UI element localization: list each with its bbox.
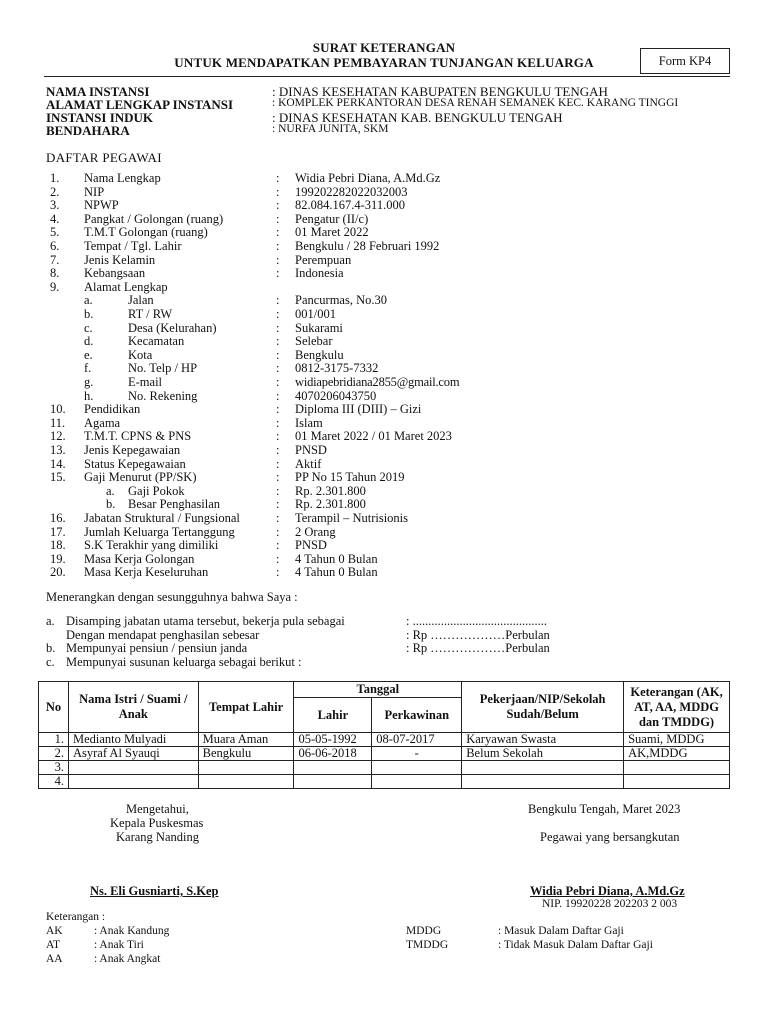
family-cell-note: [624, 775, 730, 789]
employee-row-number: 2.: [50, 184, 60, 199]
employee-row: [0, 416, 768, 430]
employee-row-value: 01 Maret 2022: [295, 225, 369, 240]
employee-row-value: widiapebridiana2855@gmail.com: [295, 375, 460, 389]
legend-desc: : Masuk Dalam Daftar Gaji: [498, 925, 624, 937]
sign-left-name: Ns. Eli Gusniarti, S.Kep: [90, 884, 219, 898]
employee-row-label: Jalan: [128, 293, 154, 308]
col-no: No: [39, 682, 69, 733]
employee-row-label: T.M.T. CPNS & PNS: [84, 429, 192, 444]
employee-row-value: Pancurmas, No.30: [295, 293, 387, 308]
employee-row-value: 4070206043750: [295, 388, 377, 403]
declaration-key: c.: [46, 655, 55, 669]
employee-row-sub-letter: b.: [84, 307, 94, 321]
employee-row-separator: :: [276, 388, 280, 403]
family-cell-birth: [294, 775, 372, 789]
employee-row-label: Jenis Kepegawaian: [84, 443, 181, 457]
employee-row-value: 4 Tahun 0 Bulan: [295, 565, 378, 580]
employee-row-separator: :: [276, 347, 280, 362]
employee-row-separator: :: [276, 415, 280, 430]
top-rule: [44, 76, 730, 77]
employee-row-label: Masa Kerja Golongan: [84, 551, 195, 566]
employee-row-number: 5.: [50, 225, 60, 240]
employee-row-separator: :: [276, 524, 280, 539]
employee-row: [0, 253, 768, 267]
family-cell-name: Medianto Mulyadi: [68, 733, 198, 747]
family-cell-birthplace: Bengkulu: [198, 747, 294, 761]
institution-value: : DINAS KESEHATAN KABUPATEN BENGKULU TENGAH: [272, 84, 608, 99]
employee-row: [0, 348, 768, 362]
col-marriage-date: Perkawinan: [372, 698, 462, 733]
employee-row-sub-letter: e.: [84, 347, 93, 362]
employee-row-number: 19.: [50, 551, 66, 566]
declaration-text: Mempunyai susunan keluarga sebagai berikut :: [66, 655, 302, 669]
family-cell-birth: 05-05-1992: [294, 733, 372, 747]
institution-value: : NURFA JUNITA, SKM: [272, 123, 389, 135]
employee-row-label: No. Rekening: [128, 388, 198, 403]
legend-code: AT: [46, 939, 61, 951]
employee-row-number: 10.: [50, 402, 66, 417]
declaration-row: [0, 655, 768, 669]
employee-row-number: 16.: [50, 511, 66, 525]
col-birth-date: Lahir: [294, 698, 372, 733]
employee-row-value: Bengkulu: [295, 347, 344, 362]
employee-row-separator: :: [276, 320, 280, 335]
sign-right-nip: NIP. 19920228 202203 2 003: [542, 898, 678, 910]
employee-row: [0, 307, 768, 321]
employee-row-number: 1.: [50, 171, 60, 185]
sign-right-line1: Bengkulu Tengah, Maret 2023: [528, 802, 681, 816]
employee-row-label: Gaji Menurut (PP/SK): [84, 470, 197, 485]
employee-row-label: Desa (Kelurahan): [128, 320, 217, 335]
declaration-value: : Rp ………………Perbulan: [406, 641, 550, 655]
col-note: Keterangan (AK, AT, AA, MDDG dan TMDDG): [624, 682, 730, 733]
employee-row-label: T.M.T Golongan (ruang): [84, 225, 208, 240]
family-cell-marriage: 08-07-2017: [372, 733, 462, 747]
employee-row-number: 18.: [50, 538, 66, 553]
employee-row-value: 0812-3175-7332: [295, 361, 379, 376]
family-cell-note: AK,MDDG: [624, 747, 730, 761]
employee-row-label: Pangkat / Golongan (ruang): [84, 211, 224, 226]
sign-left-line3: Karang Nanding: [116, 830, 199, 844]
employee-row-sub-letter: b.: [106, 497, 116, 512]
employee-row-value: PNSD: [295, 538, 327, 553]
employee-row-sub-letter: f.: [84, 361, 92, 376]
employee-row: [0, 525, 768, 539]
institution-label: BENDAHARA: [46, 123, 130, 138]
institution-label: NAMA INSTANSI: [46, 84, 150, 99]
employee-row: [0, 552, 768, 566]
employee-row-label: E-mail: [128, 375, 163, 389]
family-cell-job: [462, 775, 624, 789]
legend-desc: : Anak Angkat: [94, 953, 161, 965]
family-cell-no: 3.: [39, 761, 69, 775]
family-cell-marriage: [372, 761, 462, 775]
employee-row-number: 20.: [50, 565, 66, 580]
family-cell-name: [68, 775, 198, 789]
col-birthplace: Tempat Lahir: [198, 682, 294, 733]
employee-row-label: Pendidikan: [84, 402, 141, 417]
employee-row-value: Selebar: [295, 334, 333, 349]
employee-row-label: Alamat Lengkap: [84, 279, 168, 294]
employee-row: [0, 375, 768, 389]
employee-row-separator: :: [276, 551, 280, 566]
employee-row-separator: :: [276, 184, 280, 199]
employee-row-separator: :: [276, 483, 280, 498]
employee-row-separator: :: [276, 211, 280, 226]
sign-left-line1: Mengetahui,: [126, 802, 189, 816]
employee-row-value: 2 Orang: [295, 524, 336, 539]
employee-row-separator: :: [276, 511, 280, 525]
legend-code: AK: [46, 925, 63, 937]
family-cell-birth: [294, 761, 372, 775]
employee-row-label: Jenis Kelamin: [84, 252, 156, 267]
employee-row-separator: :: [276, 470, 280, 485]
family-cell-job: Karyawan Swasta: [462, 733, 624, 747]
family-cell-birth: 06-06-2018: [294, 747, 372, 761]
employee-row: [0, 429, 768, 443]
employee-row-separator: :: [276, 497, 280, 512]
employee-row: [0, 334, 768, 348]
employee-row-number: 15.: [50, 470, 66, 485]
employee-row-label: Kebangsaan: [84, 266, 146, 281]
employee-row-label: S.K Terakhir yang dimiliki: [84, 538, 219, 553]
employee-row-value: 199202282022032003: [295, 184, 408, 199]
family-cell-marriage: [372, 775, 462, 789]
employee-row: [0, 511, 768, 525]
declaration-value: : ...........................................: [406, 614, 547, 628]
family-cell-name: Asyraf Al Syauqi: [68, 747, 198, 761]
employee-row-separator: :: [276, 334, 280, 349]
employee-row-separator: :: [276, 239, 280, 253]
declaration-row: [0, 614, 768, 628]
employee-row: [0, 402, 768, 416]
employee-row: [0, 321, 768, 335]
employee-row-number: 13.: [50, 443, 66, 457]
declaration-key: b.: [46, 641, 56, 655]
declaration-row: [0, 628, 768, 642]
employee-row: [0, 212, 768, 226]
family-cell-no: 1.: [39, 733, 69, 747]
doc-title: SURAT KETERANGAN: [312, 40, 456, 55]
family-cell-job: Belum Sekolah: [462, 747, 624, 761]
employee-row-separator: :: [276, 307, 280, 321]
employee-row-separator: :: [276, 565, 280, 580]
employee-row-value: 001/001: [295, 307, 336, 321]
section-title: DAFTAR PEGAWAI: [46, 150, 162, 165]
institution-label: INSTANSI INDUK: [46, 110, 154, 125]
employee-row-sub-letter: a.: [84, 293, 93, 308]
employee-row-number: 17.: [50, 524, 66, 539]
employee-row-sub-letter: g.: [84, 375, 94, 389]
institution-label: ALAMAT LENGKAP INSTANSI: [46, 97, 234, 112]
legend-desc: : Tidak Masuk Dalam Daftar Gaji: [498, 939, 653, 951]
family-row: [39, 747, 730, 761]
employee-row-separator: :: [276, 456, 280, 471]
declaration-text: Mempunyai pensiun / pensiun janda: [66, 641, 248, 655]
family-cell-birthplace: [198, 761, 294, 775]
employee-row-value: 82.084.167.4-311.000: [295, 198, 405, 213]
employee-row-value: Pengatur (II/c): [295, 211, 369, 226]
employee-row: [0, 185, 768, 199]
employee-row-label: Agama: [84, 415, 121, 430]
employee-row-separator: :: [276, 429, 280, 444]
doc-subtitle: UNTUK MENDAPATKAN PEMBAYARAN TUNJANGAN KELUARGA: [174, 55, 594, 70]
employee-row-separator: :: [276, 293, 280, 308]
employee-row-number: 7.: [50, 252, 60, 267]
col-job: Pekerjaan/NIP/Sekolah Sudah/Belum: [462, 682, 624, 733]
declaration-text: Dengan mendapat penghasilan sebesar: [66, 628, 260, 642]
declaration-text: Disamping jabatan utama tersebut, bekerja pula sebagai: [66, 614, 345, 628]
employee-row-number: 14.: [50, 456, 66, 471]
col-date-group: Tanggal: [294, 682, 462, 698]
employee-row-number: 6.: [50, 239, 60, 253]
employee-row-number: 9.: [50, 279, 60, 294]
employee-row: [0, 225, 768, 239]
form-code-box: Form KP4: [640, 48, 730, 74]
employee-row-separator: :: [276, 538, 280, 553]
employee-row: [0, 280, 768, 294]
employee-row: [0, 198, 768, 212]
employee-row-sub-letter: h.: [84, 388, 94, 403]
employee-row-separator: :: [276, 266, 280, 281]
declaration-value: : Rp ………………Perbulan: [406, 628, 550, 642]
family-table: [38, 681, 730, 789]
employee-row-number: 11.: [50, 415, 66, 430]
statement-text: Menerangkan dengan sesungguhnya bahwa Saya :: [46, 590, 298, 604]
employee-row: [0, 470, 768, 484]
employee-row-value: Rp. 2.301.800: [295, 483, 366, 498]
employee-row-number: 12.: [50, 429, 66, 444]
employee-row-label: Nama Lengkap: [84, 171, 161, 185]
employee-row-value: Rp. 2.301.800: [295, 497, 366, 512]
legend-code: MDDG: [406, 925, 442, 937]
family-cell-name: [68, 761, 198, 775]
family-row: [39, 761, 730, 775]
employee-row-separator: :: [276, 252, 280, 267]
declaration-key: a.: [46, 614, 55, 628]
employee-row-label: Jabatan Struktural / Fungsional: [84, 511, 240, 525]
employee-row-value: Indonesia: [295, 266, 344, 281]
family-row: [39, 733, 730, 747]
employee-row-value: Aktif: [295, 456, 322, 471]
employee-row-label: Status Kepegawaian: [84, 456, 186, 471]
employee-row: [0, 497, 768, 511]
declaration-row: [0, 641, 768, 655]
employee-row-separator: :: [276, 171, 280, 185]
employee-row-separator: :: [276, 375, 280, 389]
employee-row: [0, 389, 768, 403]
legend-code: AA: [46, 953, 63, 965]
family-cell-no: 4.: [39, 775, 69, 789]
legend-desc: : Anak Kandung: [94, 925, 170, 937]
employee-row-separator: :: [276, 443, 280, 457]
sign-left-line2: Kepala Puskesmas: [110, 816, 204, 830]
employee-row-value: PNSD: [295, 443, 327, 457]
legend-code: TMDDG: [406, 939, 449, 951]
employee-row-label: Jumlah Keluarga Tertanggung: [84, 524, 235, 539]
family-cell-birthplace: Muara Aman: [198, 733, 294, 747]
employee-row: [0, 565, 768, 579]
family-cell-job: [462, 761, 624, 775]
employee-row-label: NIP: [84, 184, 105, 199]
family-cell-note: [624, 761, 730, 775]
employee-row-number: 8.: [50, 266, 60, 281]
institution-value: : KOMPLEK PERKANTORAN DESA RENAH SEMANEK KEC. KARANG TINGGI: [272, 97, 679, 109]
employee-row: [0, 171, 768, 185]
employee-row-label: NPWP: [84, 198, 119, 213]
employee-row-label: Kota: [128, 347, 153, 362]
institution-value: : DINAS KESEHATAN KAB. BENGKULU TENGAH: [272, 110, 563, 125]
employee-row: [0, 266, 768, 280]
employee-row-value: PP No 15 Tahun 2019: [295, 470, 405, 485]
employee-row-separator: :: [276, 402, 280, 417]
employee-row-label: Besar Penghasilan: [128, 497, 220, 512]
family-cell-note: Suami, MDDG: [624, 733, 730, 747]
employee-row-value: Diploma III (DIII) – Gizi: [295, 402, 422, 417]
employee-row-value: Bengkulu / 28 Februari 1992: [295, 239, 440, 253]
employee-row-label: Tempat / Tgl. Lahir: [84, 239, 182, 253]
employee-row-sub-letter: d.: [84, 334, 94, 349]
employee-row-label: Kecamatan: [128, 334, 185, 349]
employee-row-number: 3.: [50, 198, 60, 213]
family-cell-marriage: -: [372, 747, 462, 761]
employee-row-value: Terampil – Nutrisionis: [295, 511, 409, 525]
employee-row: [0, 361, 768, 375]
employee-row-number: 4.: [50, 211, 60, 226]
employee-row-sub-letter: c.: [84, 320, 93, 335]
employee-row-value: Sukarami: [295, 320, 343, 335]
employee-row: [0, 443, 768, 457]
employee-row-label: Masa Kerja Keseluruhan: [84, 565, 209, 580]
employee-row-value: Widia Pebri Diana, A.Md.Gz: [295, 171, 441, 185]
employee-row: [0, 239, 768, 253]
employee-row-separator: :: [276, 361, 280, 376]
employee-row-value: 4 Tahun 0 Bulan: [295, 551, 378, 566]
employee-row-label: RT / RW: [128, 307, 173, 321]
sign-right-line2: Pegawai yang bersangkutan: [540, 830, 680, 844]
family-cell-birthplace: [198, 775, 294, 789]
sign-right-name: Widia Pebri Diana, A.Md.Gz: [530, 884, 685, 898]
employee-row-value: Islam: [295, 415, 323, 430]
employee-row-value: 01 Maret 2022 / 01 Maret 2023: [295, 429, 452, 444]
employee-row: [0, 538, 768, 552]
employee-row-label: Gaji Pokok: [128, 483, 185, 498]
employee-row-separator: :: [276, 198, 280, 213]
col-name: Nama Istri / Suami / Anak: [68, 682, 198, 733]
legend-desc: : Anak Tiri: [94, 939, 144, 951]
employee-row-sub-letter: a.: [106, 483, 115, 498]
employee-row: [0, 457, 768, 471]
family-row: [39, 775, 730, 789]
employee-row-value: Perempuan: [295, 252, 352, 267]
employee-row: [0, 293, 768, 307]
legend-title: Keterangan :: [46, 911, 106, 923]
employee-row-label: No. Telp / HP: [128, 361, 198, 376]
employee-row-separator: :: [276, 225, 280, 240]
family-cell-no: 2.: [39, 747, 69, 761]
employee-row: [0, 484, 768, 498]
